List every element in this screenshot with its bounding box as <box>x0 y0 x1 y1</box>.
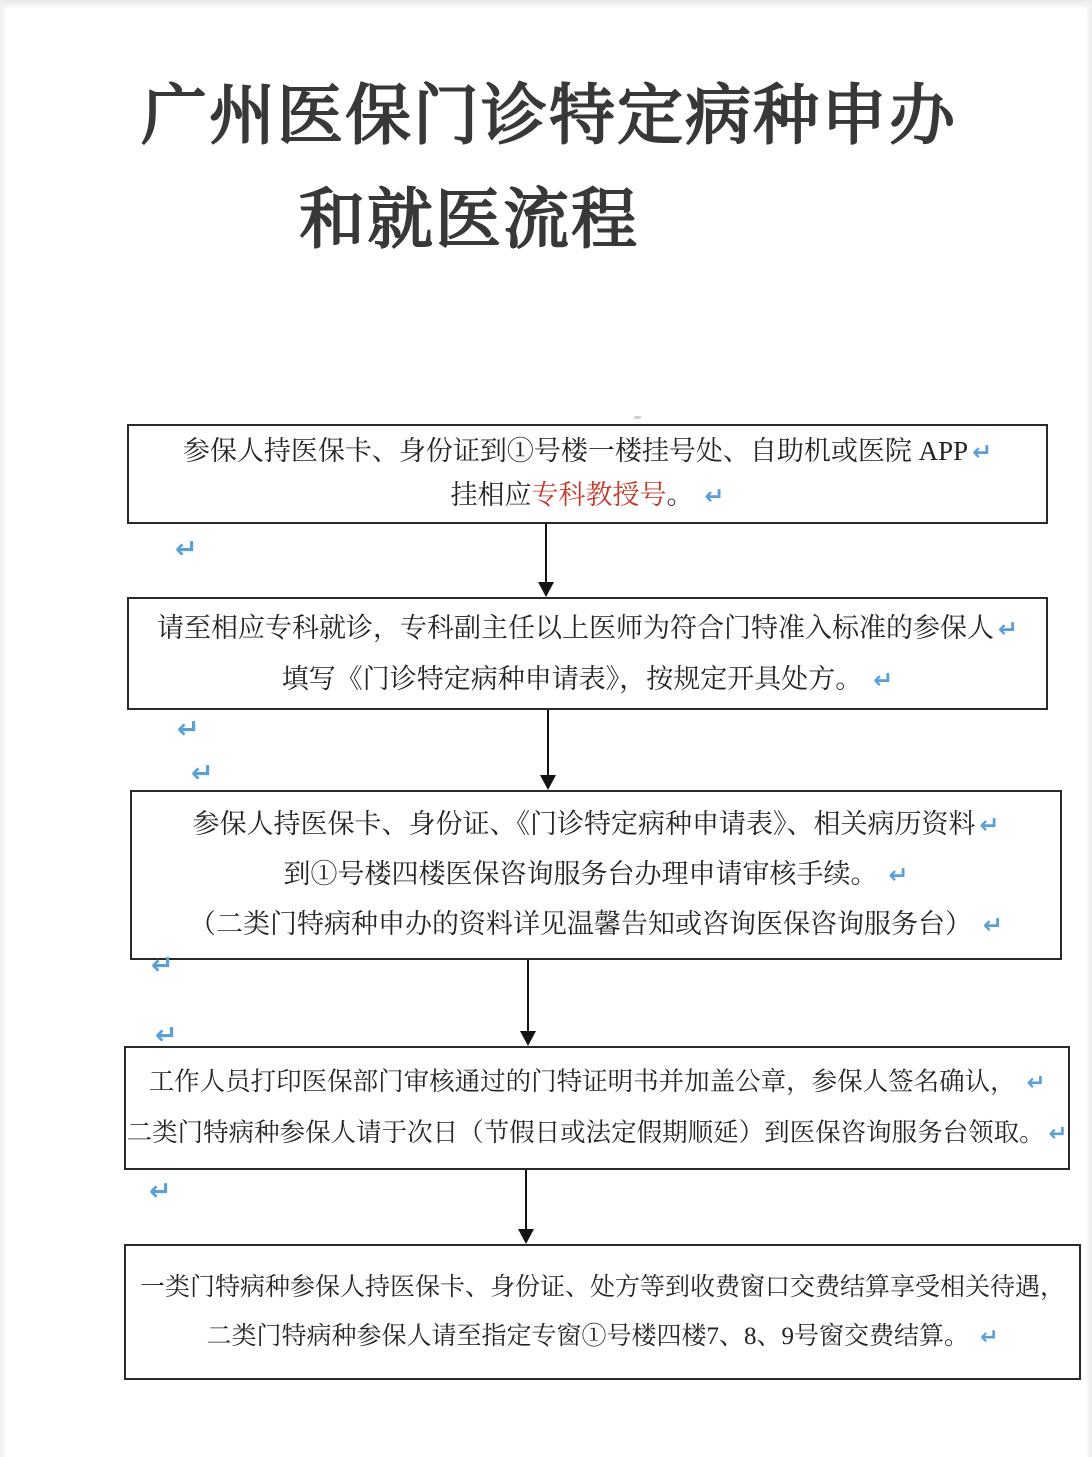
flow-step-3-line3: （二类门特病种申办的资料详见温馨告知或咨询医保咨询服务台） ↵ <box>189 909 1003 939</box>
flow-step-2-box <box>127 597 1048 710</box>
page-title-line1: 广州医保门诊特定病种申办 <box>141 78 957 152</box>
flow-step-5-box <box>124 1244 1081 1380</box>
line-break-mark-icon: ↵ <box>983 911 1003 939</box>
line-break-mark-icon: ↵ <box>704 482 725 510</box>
flow-step-4-line1: 工作人员打印医保部门审核通过的门特证明书并加盖公章，参保人签名确认， ↵ <box>148 1067 1046 1096</box>
flow-arrow-4-line <box>525 1170 527 1230</box>
line-break-mark-icon: ↵ <box>980 1324 999 1350</box>
line-break-mark-icon: ↵ <box>1026 1070 1046 1096</box>
page-edge-shading-left <box>0 0 7 1457</box>
flow-step-4-box <box>124 1046 1070 1170</box>
flow-arrow-2-head-icon <box>540 775 556 790</box>
scan-smudge <box>634 416 641 419</box>
line-break-mark-icon: ↵ <box>191 758 214 789</box>
flow-step-3-box <box>130 790 1062 960</box>
line-break-mark-icon: ↵ <box>151 950 174 981</box>
line-break-mark-icon: ↵ <box>1048 1121 1068 1147</box>
flow-step-5-line1: 一类门特病种参保人持医保卡、身份证、处方等到收费窗口交费结算享受相关待遇， <box>139 1273 1065 1301</box>
flow-step-1-line1: 参保人持医保卡、身份证到①号楼一楼挂号处、自助机或医院 APP ↵ <box>182 436 993 466</box>
line-break-mark-icon: ↵ <box>888 861 909 889</box>
flow-arrow-2-line <box>547 710 549 776</box>
line-break-mark-icon: ↵ <box>998 614 1018 643</box>
flow-step-3-line1: 参保人持医保卡、身份证、《门诊特定病种申请表》、相关病历资料 ↵ <box>192 809 1000 839</box>
page-title-line2: 和就医流程 <box>299 182 639 256</box>
flow-step-5-line2: 二类门特病种参保人请至指定专窗①号楼四楼7、8、9号窗交费结算。 ↵ <box>206 1322 999 1350</box>
line-break-mark-icon: ↵ <box>972 438 993 466</box>
page-edge-shading-top <box>0 0 1092 9</box>
line-break-mark-icon: ↵ <box>873 665 894 694</box>
flow-step-3-line2: 到①号楼四楼医保咨询服务台办理申请审核手续。 ↵ <box>283 859 909 889</box>
page-edge-shading-right <box>1085 0 1092 1457</box>
flow-step-4-line2: 二类门特病种参保人请于次日（节假日或法定假期顺延）到医保咨询服务台领取。 ↵ <box>126 1118 1068 1147</box>
flow-arrow-4-head-icon <box>518 1229 534 1244</box>
flow-step-1-box <box>127 424 1048 524</box>
line-break-mark-icon: ↵ <box>149 1176 172 1207</box>
line-break-mark-icon: ↵ <box>177 714 200 745</box>
line-break-mark-icon: ↵ <box>979 811 1000 839</box>
flow-arrow-3-line <box>527 960 529 1032</box>
flow-step-1-line2: 挂相应专科教授号。 ↵ <box>450 480 725 510</box>
line-break-mark-icon: ↵ <box>175 534 198 565</box>
highlighted-red-text: 专科教授号 <box>531 480 667 510</box>
flow-arrow-1-line <box>545 524 547 583</box>
flow-arrow-1-head-icon <box>538 582 554 597</box>
flow-step-2-line1: 请至相应专科就诊，专科副主任以上医师为符合门特准入标准的参保人 ↵ <box>157 612 1018 643</box>
line-break-mark-icon: ↵ <box>155 1020 178 1051</box>
flow-arrow-3-head-icon <box>520 1031 536 1046</box>
flow-step-2-line2: 填写《门诊特定病种申请表》，按规定开具处方。 ↵ <box>281 663 894 694</box>
